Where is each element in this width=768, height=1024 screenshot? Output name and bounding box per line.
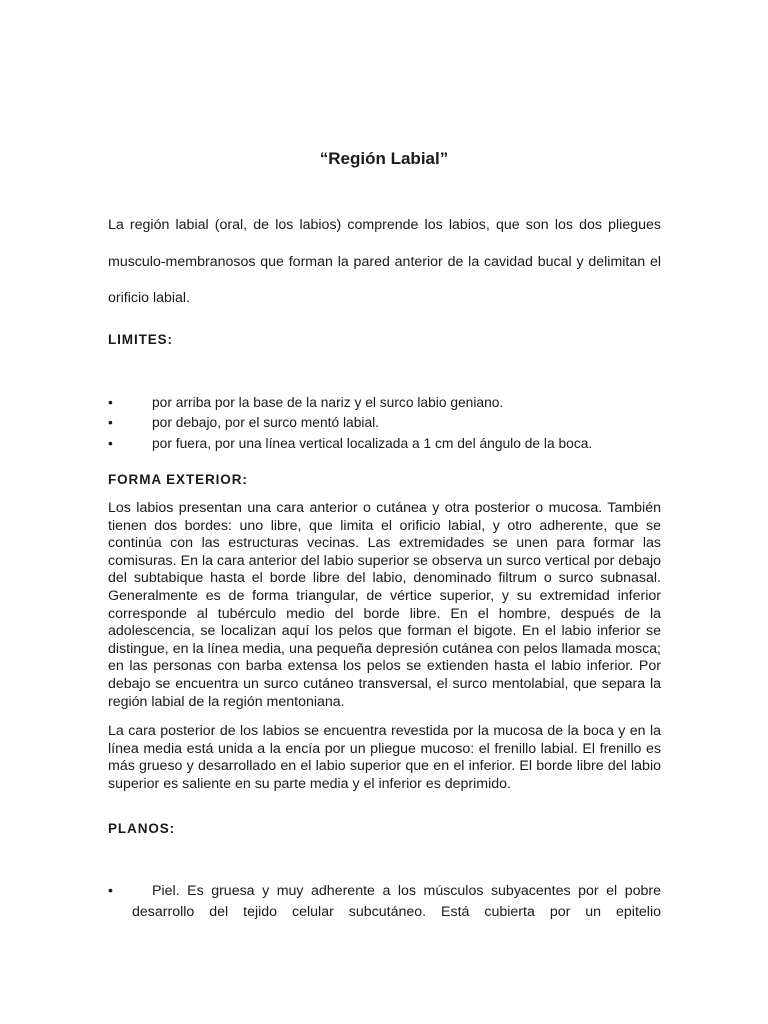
list-item bbox=[108, 434, 668, 454]
list-item-text: por arriba por la base de la nariz y el surco labio geniano. bbox=[152, 395, 504, 410]
list-item bbox=[108, 413, 668, 433]
section-heading-planos: PLANOS: bbox=[108, 821, 176, 836]
bullet-icon: • bbox=[108, 435, 113, 451]
forma-exterior-paragraph-2: La cara posterior de los labios se encuentra revestida por la mucosa de la boca y en la línea media está unida a la encía por un pliegue mucoso: el frenillo labial. El frenillo es más grueso y desarrollado en el labio superior que en el inferior. El borde libre del labio superior es saliente en su parte media y el inferior es deprimido. bbox=[108, 723, 661, 792]
planos-item-text: Piel. Es gruesa y muy adherente a los músculos subyacentes por el pobre desarrollo del tejido celular subcutáneo. Está cubierta por un epitelio bbox=[132, 883, 661, 920]
list-item-text: por debajo, por el surco mentó labial. bbox=[152, 415, 380, 431]
forma-exterior-paragraph-1: Los labios presentan una cara anterior o cutánea y otra posterior o mucosa. También tienen dos bordes: uno libre, que limita el orificio labial, y otro adherente, que se continúa con las estructuras vecinas. Las extremidades se unen para formar las comisuras. En la cara anterior del labio superior se observa un surco vertical por debajo del subtabique hasta el borde libre del labio, denominado filtrum o surco subnasal. Generalmente es de forma triangular, de vértice superior, y su extremidad inferior corresponde al tubérculo medio del borde libre. En el hombre, después de la adolescencia, se localizan aquí los pelos que forman el bigote. En el labio inferior se distingue, en la línea media, una pequeña depresión cutánea con pelos llamada mosca; en las personas con barba extensa los pelos se extienden hasta el labio inferior. Por debajo se encuentra un surco cutáneo transversal, el surco mentolabial, que separa la región labial de la región mentoniana. bbox=[108, 500, 661, 710]
bullet-icon: • bbox=[108, 883, 113, 899]
document-title: “Región Labial” bbox=[319, 149, 449, 168]
section-heading-forma-exterior: FORMA EXTERIOR: bbox=[108, 472, 248, 487]
list-item bbox=[108, 393, 668, 413]
planos-list-item bbox=[108, 881, 661, 922]
bullet-icon: • bbox=[108, 395, 113, 410]
limites-list bbox=[108, 393, 668, 454]
section-heading-limites: LIMITES: bbox=[108, 332, 173, 347]
bullet-icon: • bbox=[108, 415, 113, 431]
intro-paragraph: La región labial (oral, de los labios) comprende los labios, que son los dos pliegues musculo-membranosos que forman la pared anterior de la cavidad bucal y delimitan el orificio labial. bbox=[108, 217, 661, 306]
list-item-text: por fuera, por una línea vertical localizada a 1 cm del ángulo de la boca. bbox=[152, 435, 593, 451]
